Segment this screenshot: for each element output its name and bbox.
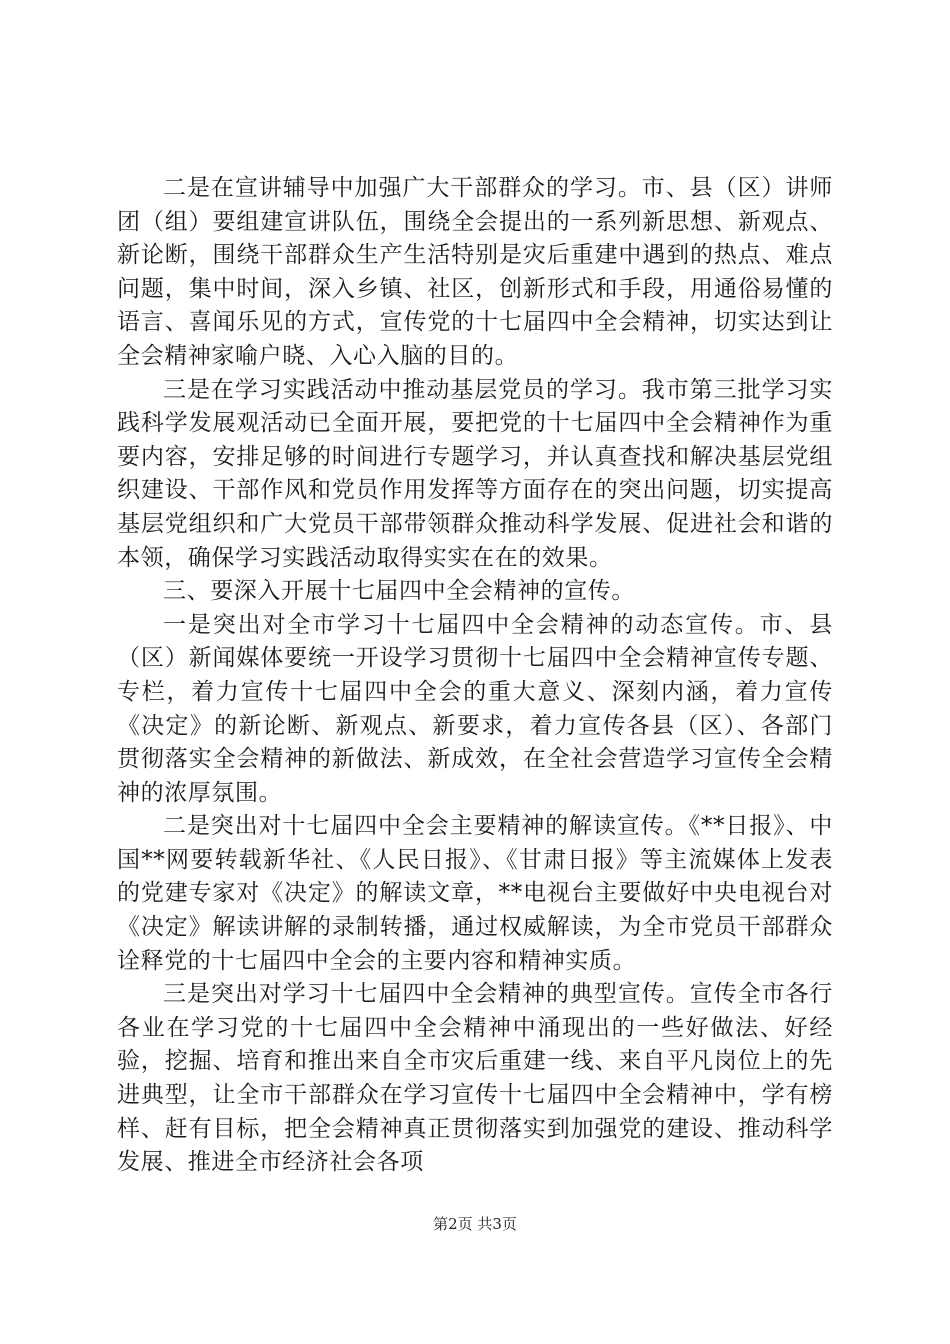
paragraph-2: 三是在学习实践活动中推动基层党员的学习。我市第三批学习实践科学发展观活动已全面开展，要把党的十七届四中全会精神作为重要内容，安排足够的时间进行专题学习，并认真查找和解决基层党组织建设、干部作风和党员作用发挥等方面存在的突出问题，切实提高基层党组织和广大党员干部带领群众推动科学发展、促进社会和谐的本领，确保学习实践活动取得实实在在的效果。 xyxy=(117,376,833,571)
paragraph-3-section-heading: 三、要深入开展十七届四中全会精神的宣传。 xyxy=(163,578,635,605)
paragraph-1: 二是在宣讲辅导中加强广大干部群众的学习。市、县（区）讲师团（组）要组建宣讲队伍，围绕全会提出的一系列新思想、新观点、新论断，围绕干部群众生产生活特别是灾后重建中遇到的热点、难点问题，集中时间，深入乡镇、社区，创新形式和手段，用通俗易懂的语言、喜闻乐见的方式，宣传党的十七届四中全会精神，切实达到让全会精神家喻户晓、入心入脑的目的。 xyxy=(117,175,833,369)
paragraph-5: 二是突出对十七届四中全会主要精神的解读宣传。《**日报》、中国**网要转载新华社、《人民日报》、《甘肃日报》等主流媒体上发表的党建专家对《决定》的解读文章，**电视台主要做好中央电视台对《决定》解读讲解的录制转播，通过权威解读，为全市党员干部群众诠释党的十七届四中全会的主要内容和精神实质。 xyxy=(117,813,833,974)
page-number-footer: 第2页 共3页 xyxy=(433,1215,517,1233)
paragraph-4: 一是突出对全市学习十七届四中全会精神的动态宣传。市、县（区）新闻媒体要统一开设学习贯彻十七届四中全会精神宣传专题、专栏，着力宣传十七届四中全会的重大意义、深刻内涵，着力宣传《决定》的新论断、新观点、新要求，着力宣传各县（区）、各部门贯彻落实全会精神的新做法、新成效，在全社会营造学习宣传全会精神的浓厚氛围。 xyxy=(117,611,833,806)
document-body xyxy=(117,172,833,1180)
paragraph-6: 三是突出对学习十七届四中全会精神的典型宣传。宣传全市各行各业在学习党的十七届四中全会精神中涌现出的一些好做法、好经验，挖掘、培育和推出来自全市灾后重建一线、来自平凡岗位上的先进典型，让全市干部群众在学习宣传十七届四中全会精神中，学有榜样、赶有目标，把全会精神真正贯彻落实到加强党的建设、推动科学发展、推进全市经济社会各项 xyxy=(117,981,833,1176)
